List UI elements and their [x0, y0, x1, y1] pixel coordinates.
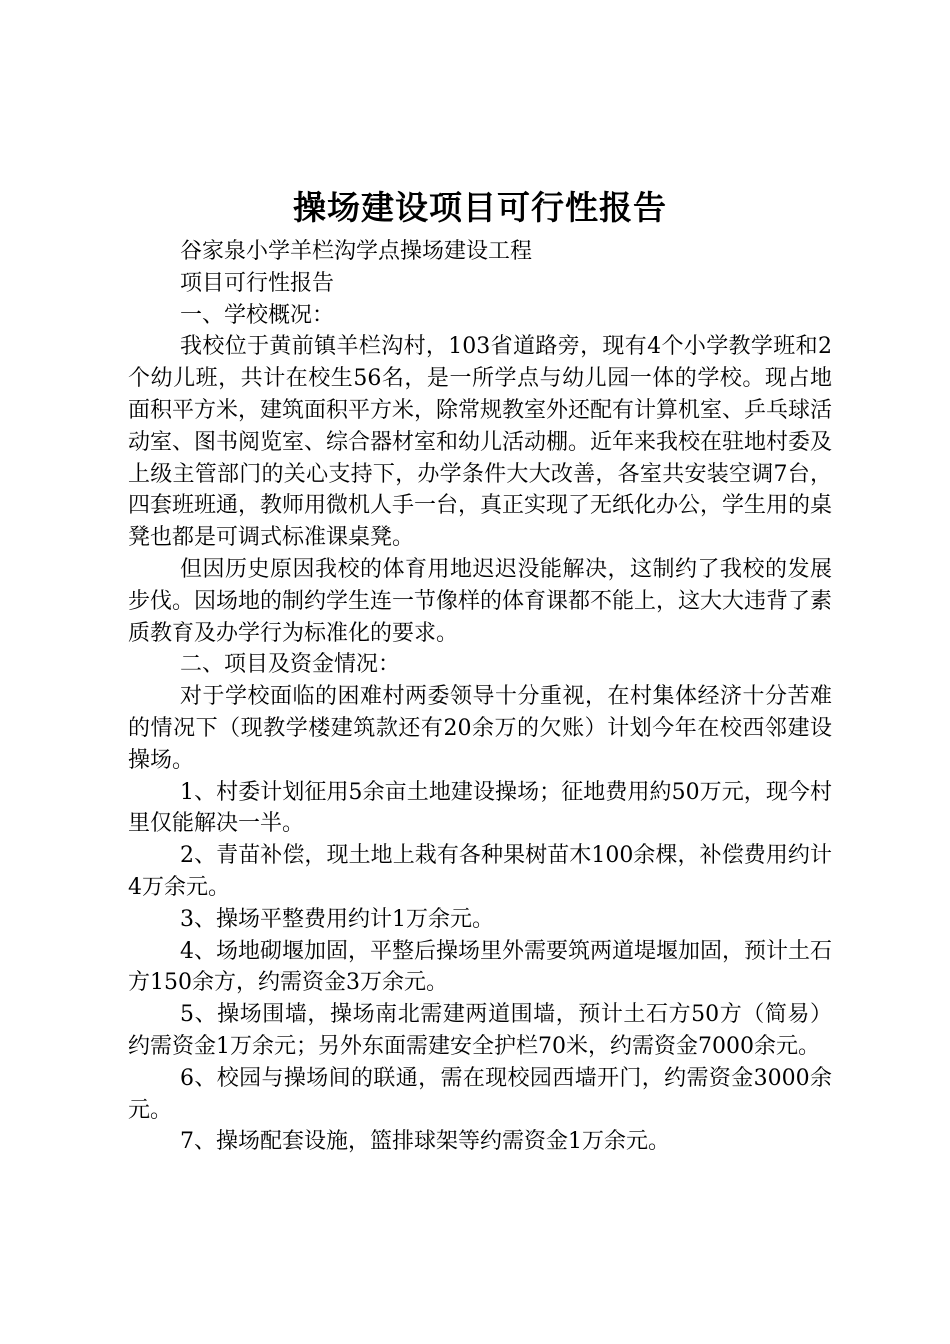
section-heading-project-funding: 二、项目及资金情况： — [180, 652, 401, 678]
paragraph-plan: 对于学校面临的困难村两委领导十分重视，在村集体经济十分苦难的情况下（现教学楼建筑款还有20余万的欠账）计划今年在校西邻建设操场。 — [128, 684, 832, 773]
paragraph-project-name: 谷家泉小学羊栏沟学点操场建设工程 — [180, 239, 533, 264]
list-item-connection: 6、校园与操场间的联通，需在现校园西墙开门，约需资金3000余元。 — [128, 1065, 832, 1123]
document-title: 操场建设项目可行性报告 — [293, 188, 667, 227]
list-item-reinforcement: 4、场地砌堰加固，平整后操场里外需要筑两道堤堰加固，预计土石方150余方，约需资金3万余元。 — [128, 938, 832, 996]
list-item-compensation: 2、青苗补偿，现土地上栽有各种果树苗木100余棵，补偿费用约计4万余元。 — [128, 843, 832, 900]
list-item-land: 1、村委计划征用5余亩土地建设操场；征地费用約50万元，现今村里仅能解决一半。 — [128, 779, 832, 837]
list-item-facilities: 7、操场配套设施，篮排球架等约需资金1万余元。 — [180, 1129, 670, 1155]
list-item-walls: 5、操场围墙，操场南北需建两道围墙，预计土石方50方（简易）约需资金1万余元；另外东面需建安全护栏70米，约需资金7000余元。 — [128, 1002, 832, 1059]
list-item-leveling: 3、操场平整费用约计1万余元。 — [180, 906, 494, 932]
document-page — [128, 186, 832, 1158]
paragraph-school-description: 我校位于黄前镇羊栏沟村，103省道路旁，现有4个小学教学班和2个幼儿班，共计在校生56名，是一所学点与幼儿园一体的学校。现占地面积平方米，建筑面积平方米，除常规教室外还配有计算机室、乒乓球活动室、图书阅览室、综合器材室和幼儿活动棚。近年来我校在驻地村委及上级主管部门的关心支持下，办学条件大大改善，各室共安装空调7台，四套班班通，教师用微机人手一台，真正实现了无纸化办公，学生用的桌凳也都是可调式标准课桌凳。 — [128, 334, 833, 551]
paragraph-subtitle: 项目可行性报告 — [180, 270, 335, 296]
section-heading-school-overview: 一、学校概况： — [180, 302, 335, 328]
paragraph-problem: 但因历史原因我校的体育用地迟迟没能解决，这制约了我校的发展步伐。因场地的制约学生连一节像样的体育课都不能上，这大大违背了素质教育及办学行为标准化的要求。 — [128, 556, 833, 646]
